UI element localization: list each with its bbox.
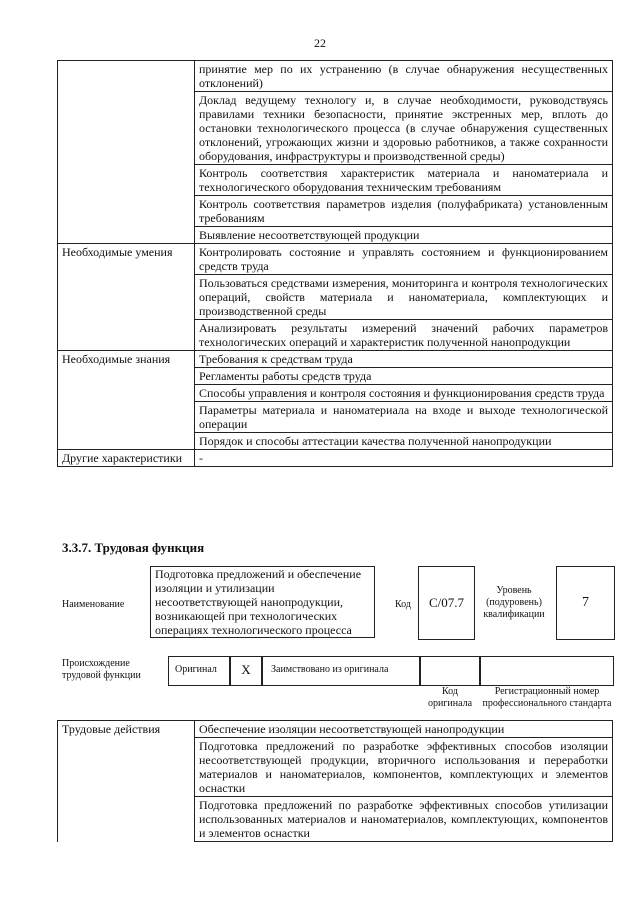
code-label: Код [395, 599, 411, 610]
row-text: Подготовка предложений по разработке эффективных способов изоляции несоответствующей продукции, вторичного использования и переработки материалов и наноматериалов, компонентов, комплектующих и элементов оснастки [195, 738, 613, 797]
origin-borrowed-label: Заимствовано из оригинала [271, 664, 389, 675]
name-value-box: Подготовка предложений и обеспечение изоляции и утилизации несоответствующей нанопродукции, возникающей при технологических операциях технологического процесса [150, 566, 375, 638]
caption-registration-number: Регистрационный номер профессионального стандарта [482, 686, 612, 709]
row-label [58, 227, 195, 244]
row-label [58, 797, 195, 842]
row-label [58, 165, 195, 196]
row-label [58, 433, 195, 450]
table-row [58, 275, 613, 320]
table-row [58, 61, 613, 92]
table-row [58, 368, 613, 385]
row-label: Трудовые действия [58, 721, 195, 738]
row-text: Параметры материала и наноматериала на входе и выходе технологической операции [195, 402, 613, 433]
row-label [58, 385, 195, 402]
section-title: 3.3.7. Трудовая функция [62, 540, 205, 555]
code-value-box: С/07.7 [418, 566, 475, 640]
row-text: Порядок и способы аттестации качества полученной нанопродукции [195, 433, 613, 450]
level-value-box: 7 [556, 566, 615, 640]
table-row [58, 165, 613, 196]
row-text: Регламенты работы средств труда [195, 368, 613, 385]
table-row [58, 433, 613, 450]
table-row [58, 227, 613, 244]
skills-knowledge-table [57, 60, 613, 467]
table-row [58, 196, 613, 227]
table-row [58, 402, 613, 433]
row-label [58, 368, 195, 385]
row-label [58, 275, 195, 320]
row-text: Контроль соответствия характеристик материала и наноматериала и технологического оборудования техническим требованиям [195, 165, 613, 196]
row-text: Способы управления и контроля состояния и функционирования средств труда [195, 385, 613, 402]
row-text: Выявление несоответствующей продукции [195, 227, 613, 244]
row-text: Контроль соответствия параметров изделия (полуфабриката) установленным требованиям [195, 196, 613, 227]
table-row [58, 797, 613, 842]
table-row [58, 385, 613, 402]
row-label [58, 92, 195, 165]
name-label: Наименование [62, 599, 125, 610]
labor-actions-table [57, 720, 613, 842]
caption-code-original: Код оригинала [427, 686, 473, 709]
row-label [58, 320, 195, 351]
row-text: Контролировать состояние и управлять состоянием и функционированием средств труда [195, 244, 613, 275]
origin-borrowed-cell [262, 656, 420, 686]
row-text: Доклад ведущему технологу и, в случае необходимости, руководствуясь правилами техники безопасности, принятие экстренных мер, вплоть до остановки технологического процесса (в случае обнаружения существенных отклонений, угрожающих жизни и здоровью работников, а также сохранности оборудования, инфраструктуры и производственной среды) [195, 92, 613, 165]
level-label: Уровень (подуровень) квалификации [483, 585, 545, 620]
row-label: Необходимые знания [58, 351, 195, 368]
table-row [58, 92, 613, 165]
table-row [58, 738, 613, 797]
table-row [58, 244, 613, 275]
row-text: Анализировать результаты измерений значений рабочих параметров технологических операций и характеристик полученной нанопродукции [195, 320, 613, 351]
row-text: - [195, 450, 613, 467]
origin-label: Происхождение трудовой функции [62, 658, 141, 681]
table-row [58, 320, 613, 351]
row-text: Подготовка предложений по разработке эффективных способов утилизации использованных материалов и наноматериалов, комплектующих, компонентов и элементов оснастки [195, 797, 613, 842]
table-row [58, 450, 613, 467]
origin-mark-cell [230, 656, 262, 686]
origin-mark: X [241, 662, 251, 677]
page-number: 22 [314, 36, 326, 50]
row-label [58, 402, 195, 433]
row-label [58, 738, 195, 797]
row-text: принятие мер по их устранению (в случае обнаружения несущественных отклонений) [195, 61, 613, 92]
row-text: Требования к средствам труда [195, 351, 613, 368]
row-label: Необходимые умения [58, 244, 195, 275]
row-label: Другие характеристики [58, 450, 195, 467]
origin-original-cell [168, 656, 230, 686]
row-label [58, 196, 195, 227]
table-row [58, 721, 613, 738]
row-label [58, 61, 195, 92]
table-row [58, 351, 613, 368]
origin-code-cell [420, 656, 480, 686]
origin-original-label: Оригинал [175, 664, 217, 675]
origin-reg-cell [480, 656, 614, 686]
row-text: Пользоваться средствами измерения, мониторинга и контроля технологических операций, свойств материала и наноматериала, комплектующих и производственной среды [195, 275, 613, 320]
row-text: Обеспечение изоляции несоответствующей нанопродукции [195, 721, 613, 738]
